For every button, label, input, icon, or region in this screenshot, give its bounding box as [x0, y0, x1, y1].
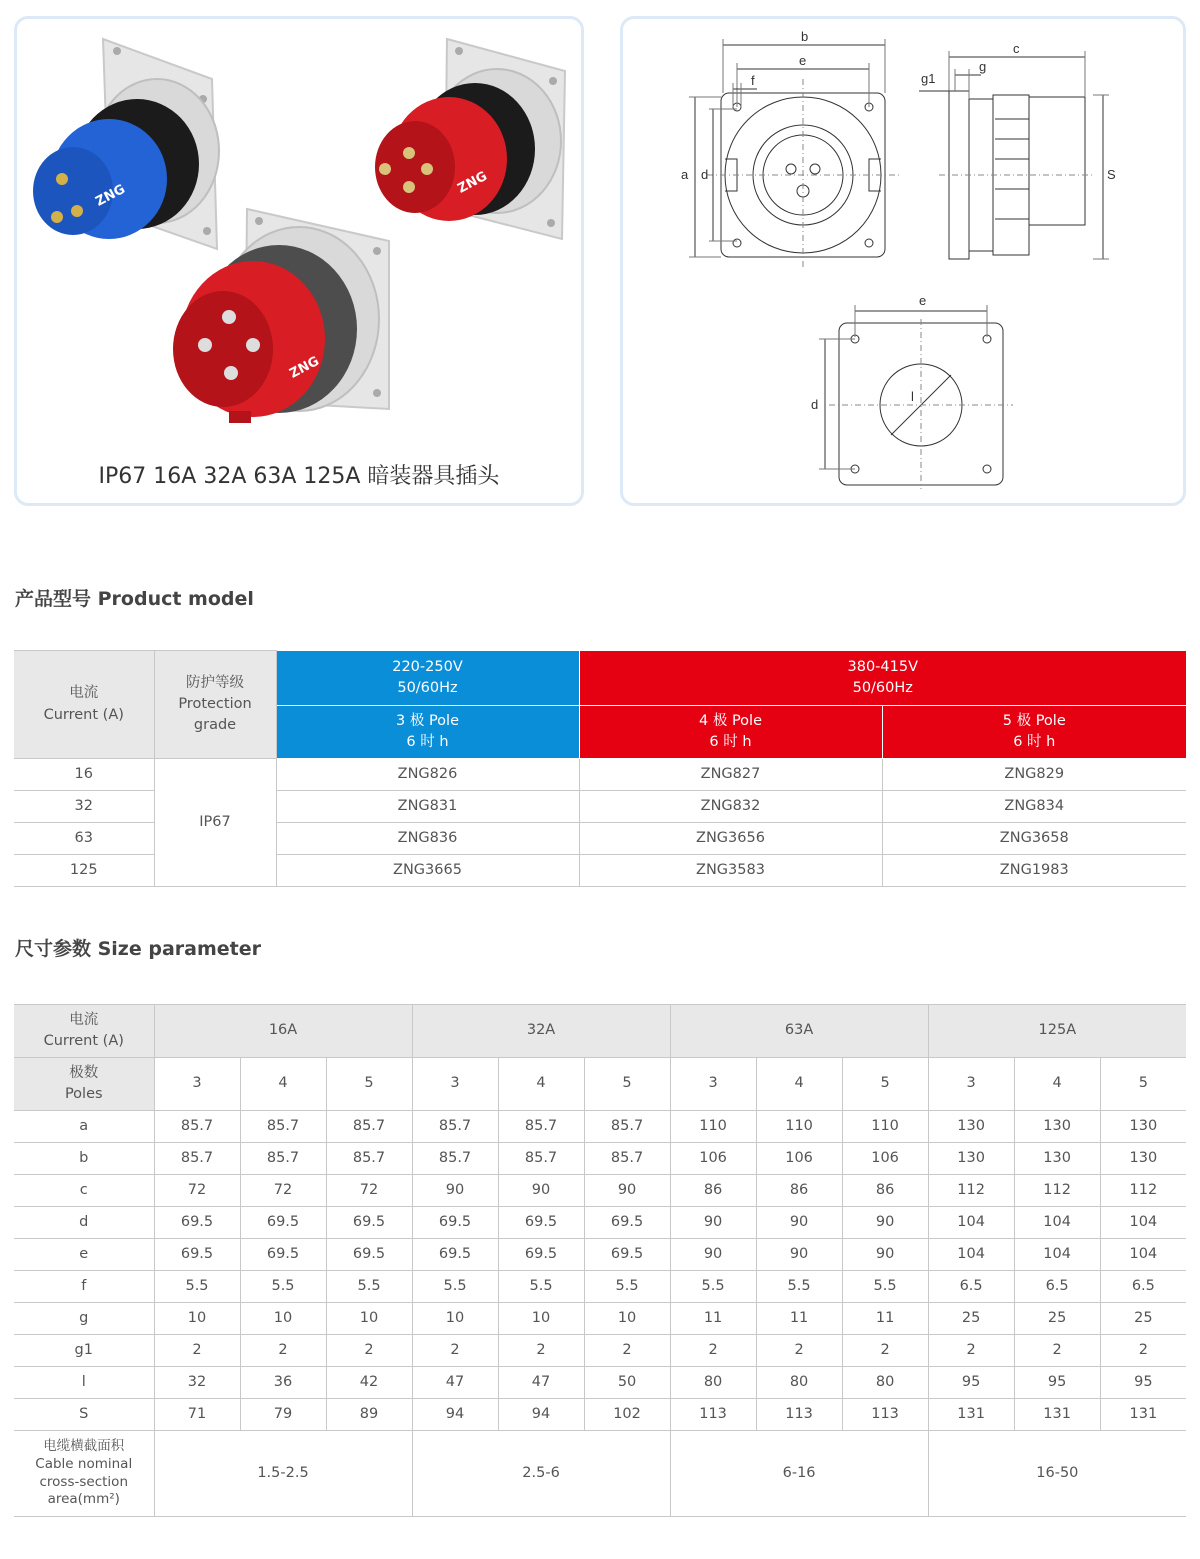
table-cell: 72	[154, 1175, 240, 1207]
table-cell: 131	[1100, 1399, 1186, 1431]
table-cell: 95	[1014, 1367, 1100, 1399]
label-a: a	[681, 167, 689, 182]
table-cell: 94	[498, 1399, 584, 1431]
product-caption: IP67 16A 32A 63A 125A 暗装器具插头	[98, 464, 500, 489]
table-cell: 69.5	[326, 1207, 412, 1239]
table-cell: 69.5	[584, 1207, 670, 1239]
table-cell: 113	[670, 1399, 756, 1431]
table-row: 16 IP67 ZNG826 ZNG827 ZNG829	[14, 759, 1186, 791]
label-c: c	[1013, 41, 1020, 56]
table-cell: 25	[928, 1303, 1014, 1335]
table-cell: 112	[1014, 1175, 1100, 1207]
row-label: d	[14, 1207, 154, 1239]
table-cell: 42	[326, 1367, 412, 1399]
row-label: g	[14, 1303, 154, 1335]
table-cell: 10	[412, 1303, 498, 1335]
table-cell: 130	[928, 1143, 1014, 1175]
table-cell: 80	[842, 1367, 928, 1399]
table-cell: 90	[584, 1175, 670, 1207]
table-cell: 2	[842, 1335, 928, 1367]
size-header-16a: 16A	[154, 1005, 412, 1058]
cable-63a: 6-16	[670, 1431, 928, 1517]
table-cell: 80	[756, 1367, 842, 1399]
table-cell: 102	[584, 1399, 670, 1431]
table-cell: 130	[1100, 1111, 1186, 1143]
table-cell: 113	[842, 1399, 928, 1431]
table-cell: 90	[412, 1175, 498, 1207]
cable-row	[14, 1431, 1186, 1517]
panel-cutout-view	[819, 305, 1013, 489]
table-cell: 11	[842, 1303, 928, 1335]
size-rows	[14, 1111, 1186, 1431]
table-cell: 110	[756, 1111, 842, 1143]
size-header-32a: 32A	[412, 1005, 670, 1058]
table-cell: 36	[240, 1367, 326, 1399]
table-cell: 110	[670, 1111, 756, 1143]
table-cell: 5.5	[240, 1271, 326, 1303]
table-cell: 69.5	[240, 1239, 326, 1271]
table-row	[14, 1143, 1186, 1175]
table-cell: 25	[1014, 1303, 1100, 1335]
header-current: 电流 Current (A)	[14, 651, 154, 759]
table-cell: 79	[240, 1399, 326, 1431]
table-cell: 90	[842, 1207, 928, 1239]
table-cell: 130	[928, 1111, 1014, 1143]
table-row	[14, 1271, 1186, 1303]
table-cell: 5.5	[154, 1271, 240, 1303]
table-cell: 86	[756, 1175, 842, 1207]
table-cell: 69.5	[412, 1207, 498, 1239]
table-cell: 85.7	[154, 1111, 240, 1143]
header-protection: 防护等级 Protection grade	[154, 651, 276, 759]
side-view	[919, 51, 1109, 259]
row-label: a	[14, 1111, 154, 1143]
table-cell: 2	[154, 1335, 240, 1367]
table-cell: 71	[154, 1399, 240, 1431]
header-voltage-380: 380-415V 50/60Hz	[579, 651, 1186, 706]
cable-16a: 1.5-2.5	[154, 1431, 412, 1517]
front-view	[689, 39, 899, 269]
table-cell: 72	[326, 1175, 412, 1207]
table-cell: 85.7	[412, 1111, 498, 1143]
table-cell: 85.7	[154, 1143, 240, 1175]
table-row	[14, 1303, 1186, 1335]
table-row: 63 ZNG836 ZNG3656 ZNG3658	[14, 823, 1186, 855]
table-cell: 106	[842, 1143, 928, 1175]
table-cell: 11	[756, 1303, 842, 1335]
size-parameter-title: 尺寸参数 Size parameter	[15, 938, 262, 960]
table-cell: 94	[412, 1399, 498, 1431]
table-cell: 2	[756, 1335, 842, 1367]
size-header-63a: 63A	[670, 1005, 928, 1058]
table-cell: 90	[670, 1207, 756, 1239]
table-cell: 90	[756, 1239, 842, 1271]
table-cell: 104	[1014, 1239, 1100, 1271]
table-cell: 6.5	[1100, 1271, 1186, 1303]
table-cell: 2	[584, 1335, 670, 1367]
table-cell: 104	[928, 1239, 1014, 1271]
table-cell: 25	[1100, 1303, 1186, 1335]
table-row	[14, 1239, 1186, 1271]
table-cell: 5.5	[326, 1271, 412, 1303]
table-cell: 11	[670, 1303, 756, 1335]
table-cell: 69.5	[240, 1207, 326, 1239]
table-cell: 85.7	[326, 1143, 412, 1175]
table-cell: 112	[928, 1175, 1014, 1207]
table-cell: 5.5	[584, 1271, 670, 1303]
table-cell: 2	[1100, 1335, 1186, 1367]
table-cell: 90	[842, 1239, 928, 1271]
table-cell: 5.5	[498, 1271, 584, 1303]
dimension-drawing	[623, 19, 1183, 503]
table-cell: 5.5	[756, 1271, 842, 1303]
table-cell: 2	[928, 1335, 1014, 1367]
table-cell: 85.7	[584, 1143, 670, 1175]
row-label: e	[14, 1239, 154, 1271]
row-label: b	[14, 1143, 154, 1175]
table-row: 32 ZNG831 ZNG832 ZNG834	[14, 791, 1186, 823]
dimension-drawing-card	[620, 16, 1186, 506]
row-label: f	[14, 1271, 154, 1303]
table-cell: 95	[928, 1367, 1014, 1399]
table-row	[14, 1111, 1186, 1143]
table-cell: 89	[326, 1399, 412, 1431]
size-header-current: 电流 Current (A)	[14, 1005, 154, 1058]
table-cell: 104	[928, 1207, 1014, 1239]
label-e: e	[799, 53, 807, 68]
svg-text:ZNG: ZNG	[455, 168, 490, 197]
table-cell: 131	[928, 1399, 1014, 1431]
table-cell: 10	[498, 1303, 584, 1335]
table-cell: 10	[154, 1303, 240, 1335]
table-cell: 69.5	[584, 1239, 670, 1271]
row-label: l	[14, 1367, 154, 1399]
table-row: 125 ZNG3665 ZNG3583 ZNG1983	[14, 855, 1186, 887]
table-cell: 80	[670, 1367, 756, 1399]
table-cell: 131	[1014, 1399, 1100, 1431]
table-cell: 2	[1014, 1335, 1100, 1367]
row-label: c	[14, 1175, 154, 1207]
poles-row: 极数 Poles 3 4 5 3 4 5 3 4 5 3 4 5	[14, 1058, 1186, 1111]
size-header-poles: 极数 Poles	[14, 1058, 154, 1111]
table-cell: 2	[326, 1335, 412, 1367]
table-cell: 130	[1100, 1143, 1186, 1175]
table-cell: 2	[412, 1335, 498, 1367]
table-cell: 104	[1100, 1207, 1186, 1239]
table-cell: 5.5	[842, 1271, 928, 1303]
table-cell: 2	[240, 1335, 326, 1367]
table-cell: 85.7	[498, 1111, 584, 1143]
table-cell: 110	[842, 1111, 928, 1143]
table-cell: 47	[412, 1367, 498, 1399]
table-cell: 130	[1014, 1111, 1100, 1143]
size-header-125a: 125A	[928, 1005, 1186, 1058]
label-S: S	[1107, 167, 1116, 182]
label-l: l	[911, 389, 914, 404]
cable-32a: 2.5-6	[412, 1431, 670, 1517]
product-model-title: 产品型号 Product model	[15, 588, 254, 610]
table-cell: 112	[1100, 1175, 1186, 1207]
product-image-card	[14, 16, 584, 506]
svg-text:ZNG: ZNG	[93, 181, 128, 210]
table-row	[14, 1399, 1186, 1431]
table-row	[14, 1367, 1186, 1399]
table-cell: 6.5	[928, 1271, 1014, 1303]
table-cell: 32	[154, 1367, 240, 1399]
red-plug-small-image	[375, 39, 565, 239]
table-row	[14, 1207, 1186, 1239]
table-cell: 85.7	[498, 1143, 584, 1175]
table-cell: 10	[584, 1303, 670, 1335]
table-cell: 69.5	[412, 1239, 498, 1271]
label-b: b	[801, 29, 809, 44]
table-cell: 10	[326, 1303, 412, 1335]
table-cell: 2	[670, 1335, 756, 1367]
table-cell: 85.7	[584, 1111, 670, 1143]
table-cell: 69.5	[326, 1239, 412, 1271]
product-illustration	[17, 19, 581, 503]
table-cell: 50	[584, 1367, 670, 1399]
table-cell: 69.5	[154, 1207, 240, 1239]
table-cell: 86	[842, 1175, 928, 1207]
table-cell: 6.5	[1014, 1271, 1100, 1303]
table-cell: 95	[1100, 1367, 1186, 1399]
table-cell: 85.7	[240, 1143, 326, 1175]
table-cell: 69.5	[498, 1239, 584, 1271]
table-cell: 104	[1014, 1207, 1100, 1239]
blue-plug-image	[33, 39, 219, 249]
table-cell: 85.7	[240, 1111, 326, 1143]
header-pole-5: 5 极 Pole 6 时 h	[882, 706, 1186, 759]
table-cell: 104	[1100, 1239, 1186, 1271]
table-cell: 106	[670, 1143, 756, 1175]
table-cell: 113	[756, 1399, 842, 1431]
row-label: S	[14, 1399, 154, 1431]
table-cell: 90	[670, 1239, 756, 1271]
label-e-cutout: e	[919, 293, 927, 308]
table-cell: 86	[670, 1175, 756, 1207]
header-pole-3: 3 极 Pole 6 时 h	[276, 706, 579, 759]
table-cell: 69.5	[498, 1207, 584, 1239]
table-cell: 2	[498, 1335, 584, 1367]
table-cell: 106	[756, 1143, 842, 1175]
label-g1: g1	[921, 71, 936, 86]
table-cell: 90	[498, 1175, 584, 1207]
table-cell: 47	[498, 1367, 584, 1399]
label-d-cutout: d	[811, 397, 819, 412]
table-cell: 10	[240, 1303, 326, 1335]
label-g: g	[979, 59, 987, 74]
table-row	[14, 1175, 1186, 1207]
row-label: g1	[14, 1335, 154, 1367]
header-pole-4: 4 极 Pole 6 时 h	[579, 706, 882, 759]
header-voltage-220: 220-250V 50/60Hz	[276, 651, 579, 706]
table-cell: 72	[240, 1175, 326, 1207]
label-d: d	[701, 167, 709, 182]
cable-label: 电缆横截面积 Cable nominal cross-section area(mm²)	[14, 1431, 154, 1517]
size-parameter-table	[14, 1004, 1186, 1517]
dimension-labels	[681, 29, 1116, 412]
product-model-table	[14, 650, 1186, 887]
table-cell: 5.5	[670, 1271, 756, 1303]
protection-value: IP67	[154, 759, 276, 887]
table-row	[14, 1335, 1186, 1367]
table-cell: 85.7	[326, 1111, 412, 1143]
table-cell: 85.7	[412, 1143, 498, 1175]
label-f: f	[751, 73, 755, 88]
table-cell: 130	[1014, 1143, 1100, 1175]
table-cell: 5.5	[412, 1271, 498, 1303]
svg-text:ZNG: ZNG	[287, 353, 322, 382]
cable-125a: 16-50	[928, 1431, 1186, 1517]
table-cell: 90	[756, 1207, 842, 1239]
table-cell: 69.5	[154, 1239, 240, 1271]
